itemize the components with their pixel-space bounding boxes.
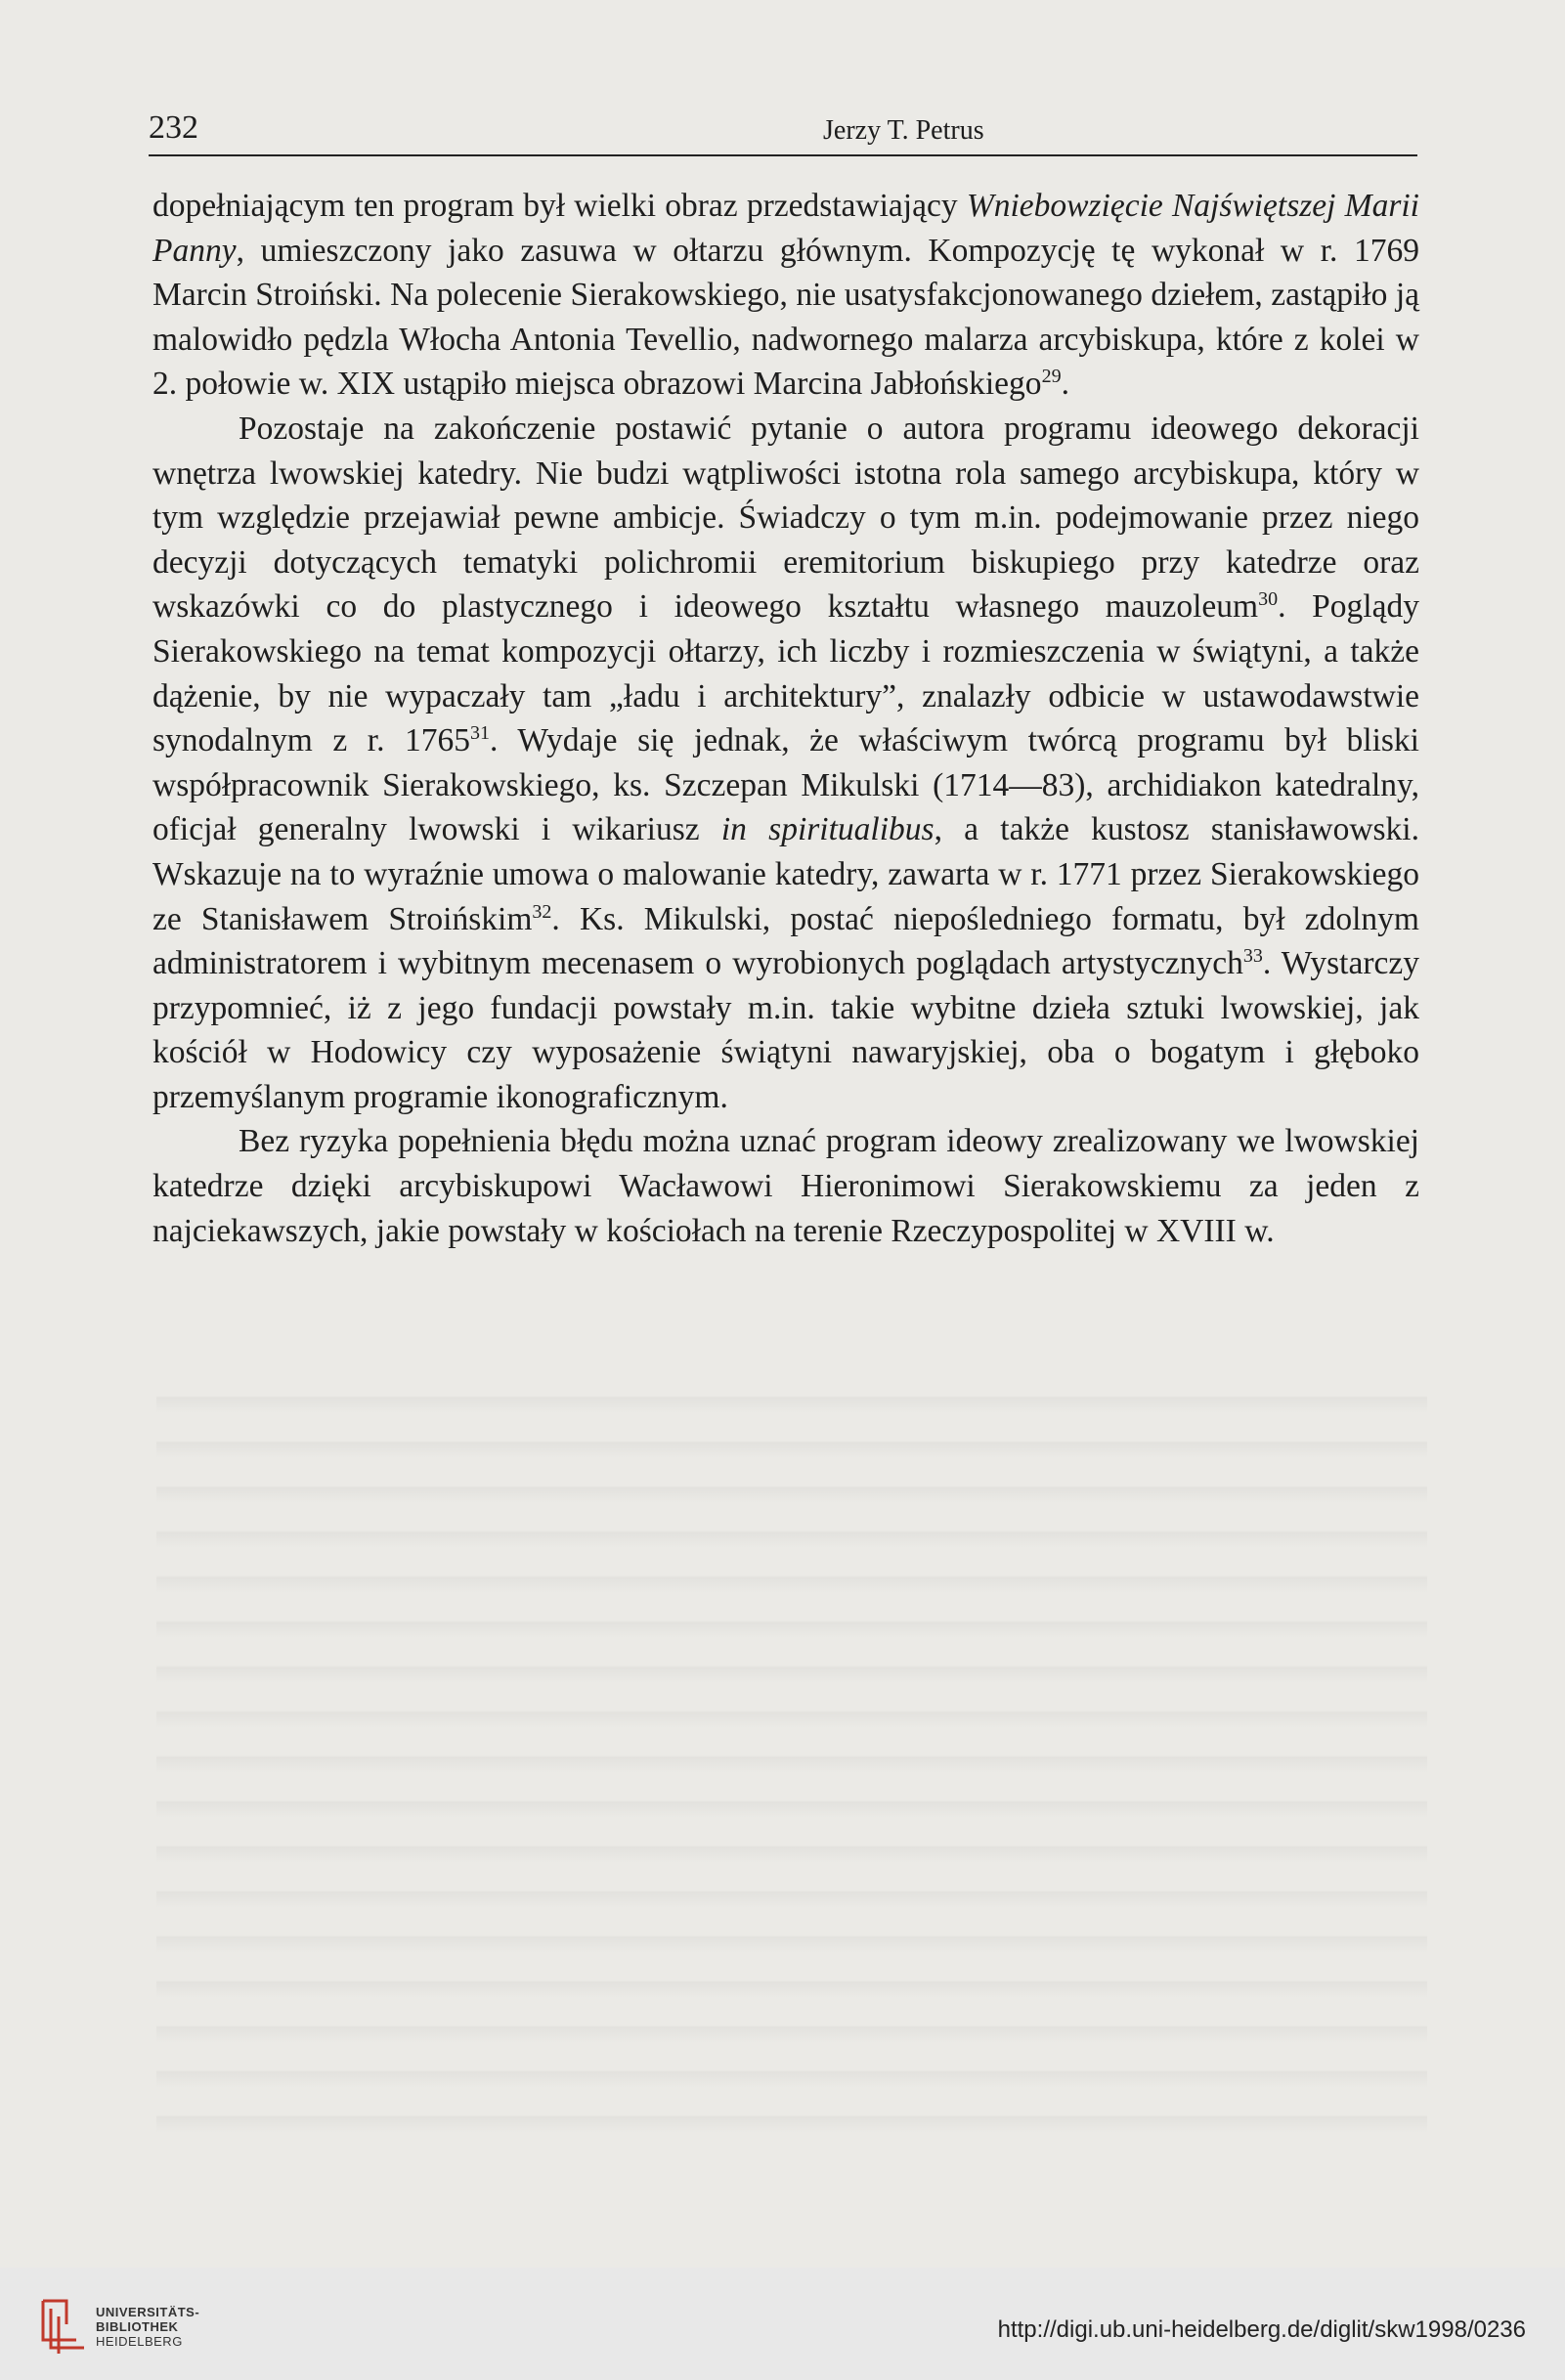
text-run: , a także kustosz stanisławowski. Wskazuje na to wyraźnie umowa o malowanie katedry, zawarta w r. 1771 przez Sierakowskiego ze Stanisławem Stroińskim	[152, 811, 1419, 937]
footnote-ref: 31	[470, 721, 491, 744]
text-run: . Poglądy Sierakowskiego na temat kompozycji ołtarzy, ich liczby i rozmieszczenia w świątyni, a także dążenie, by nie wypaczały tam „ładu i architektury”, znalazły odbicie w ustawodawstwie synodalnym z r. 1765	[152, 588, 1419, 759]
text-run: . Wystarczy przypomnieć, iż z jego fundacji powstały m.in. takie wybitne dzieła sztuki lwowskiej, jak kościół w Hodowicy czy wyposażenie świątyni nawaryjskiej, oba o bogatym i głęboko przemyślanym programie ikonograficznym.	[152, 945, 1419, 1115]
text-run: . Wydaje się jednak, że właściwym twórcą programu był bliski współpracownik Sierakowskiego, ks. Szczepan Mikulski (1714—83), archidiakon katedralny, oficjał generalny lwowski i wikariusz	[152, 722, 1419, 848]
paragraph-3	[152, 1119, 1419, 1253]
paragraph-1	[152, 184, 1419, 407]
italic-title: Wniebowzięcie Najświętszej Marii Panny	[152, 188, 1419, 269]
library-name	[96, 2305, 199, 2349]
footnote-ref: 32	[532, 900, 552, 923]
text-run: . Ks. Mikulski, postać niepośledniego formatu, był zdolnym administratorem i wybitnym mecenasem o wyrobionych poglądach artystycznych	[152, 900, 1419, 982]
paragraph-2	[152, 407, 1419, 1120]
library-name-line: BIBLIOTHEK	[96, 2319, 179, 2334]
footnote-ref: 29	[1041, 366, 1062, 388]
italic-phrase: in spiritualibus	[720, 811, 935, 848]
footnote-ref: 33	[1242, 944, 1263, 967]
page-number: 232	[149, 109, 198, 146]
viewer-footer	[0, 2268, 1565, 2380]
running-head: Jerzy T. Petrus	[823, 115, 984, 146]
text-run: .	[1061, 366, 1069, 403]
body-text	[152, 184, 1419, 1253]
ub-heidelberg-logo-icon[interactable]	[37, 2297, 90, 2356]
library-name-line: UNIVERSITÄTS-	[96, 2305, 200, 2319]
library-name-line: HEIDELBERG	[96, 2334, 183, 2349]
text-run: Pozostaje na zakończenie postawić pytanie o autora programu ideowego dekoracji wnętrza lwowskiej katedry. Nie budzi wątpliwości istotna rola samego arcybiskupa, który w tym względzie przejawiał pewne ambicje. Świadczy o tym m.in. podejmowanie przez niego decyzji dotyczących tematyki polichromii eremitorium biskupiego przy katedrze oraz wskazówki co do plastycznego i ideowego kształtu własnego mauzoleum	[152, 410, 1419, 626]
page-header	[149, 109, 1417, 156]
text-run: dopełniającym ten program był wielki obraz przedstawiający	[152, 188, 967, 224]
bleed-through-texture	[156, 1368, 1427, 2150]
text-run: , umieszczony jako zasuwa w ołtarzu głównym. Kompozycję tę wykonał w r. 1769 Marcin Stroiński. Na polecenie Sierakowskiego, nie usatysfakcjonowanego dziełem, zastąpiło ją malowidło pędzla Włocha Antonia Tevellio, nadwornego malarza arcybiskupa, które z kolei w 2. połowie w. XIX ustąpiło miejsca obrazowi Marcina Jabłońskiego	[152, 232, 1419, 403]
permalink-url[interactable]: http://digi.ub.uni-heidelberg.de/diglit/skw1998/0236	[997, 2316, 1526, 2343]
footnote-ref: 30	[1258, 588, 1279, 611]
text-run: Bez ryzyka popełnienia błędu można uznać program ideowy zrealizowany we lwowskiej katedrze dzięki arcybiskupowi Wacławowi Hieronimowi Sierakowskiemu za jeden z najciekawszych, jakie powstały w kościołach na terenie Rzeczypospolitej w XVIII w.	[152, 1123, 1419, 1249]
